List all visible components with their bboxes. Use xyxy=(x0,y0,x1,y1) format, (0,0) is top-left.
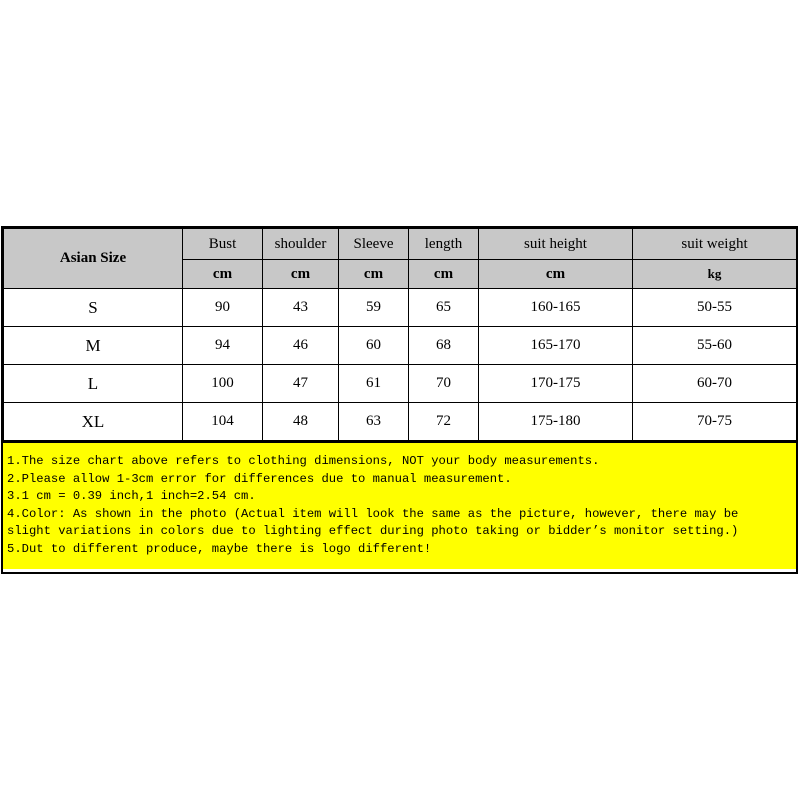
table-cell: 68 xyxy=(409,327,479,365)
table-cell: 165-170 xyxy=(479,327,633,365)
unit-cell: cm xyxy=(409,260,479,289)
table-cell: 70 xyxy=(409,365,479,403)
size-cell: S xyxy=(4,289,183,327)
column-header: suit weight xyxy=(633,229,797,260)
unit-cell: cm xyxy=(263,260,339,289)
unit-cell: cm xyxy=(339,260,409,289)
unit-cell: kg xyxy=(633,260,797,289)
note-line: 3.1 cm = 0.39 inch,1 inch=2.54 cm. xyxy=(7,489,256,503)
table-cell: 60 xyxy=(339,327,409,365)
table-cell: 59 xyxy=(339,289,409,327)
note-line: slight variations in colors due to lighting effect during photo taking or bidder’s monitor setting.) xyxy=(7,524,739,538)
table-cell: 61 xyxy=(339,365,409,403)
header-row xyxy=(4,229,797,260)
unit-cell: cm xyxy=(183,260,263,289)
size-chart xyxy=(1,226,798,574)
table-cell: 100 xyxy=(183,365,263,403)
table-cell: 48 xyxy=(263,403,339,441)
size-cell: L xyxy=(4,365,183,403)
table-cell: 70-75 xyxy=(633,403,797,441)
size-table xyxy=(3,228,797,441)
column-header: suit height xyxy=(479,229,633,260)
table-cell: 170-175 xyxy=(479,365,633,403)
note-line: 1.The size chart above refers to clothing dimensions, NOT your body measurements. xyxy=(7,454,600,468)
table-cell: 50-55 xyxy=(633,289,797,327)
unit-cell: cm xyxy=(479,260,633,289)
table-cell: 94 xyxy=(183,327,263,365)
column-header: Sleeve xyxy=(339,229,409,260)
table-row xyxy=(4,327,797,365)
notes-panel xyxy=(3,441,796,569)
table-cell: 55-60 xyxy=(633,327,797,365)
column-header: length xyxy=(409,229,479,260)
table-cell: 60-70 xyxy=(633,365,797,403)
table-cell: 47 xyxy=(263,365,339,403)
table-cell: 72 xyxy=(409,403,479,441)
table-cell: 104 xyxy=(183,403,263,441)
table-row xyxy=(4,365,797,403)
table-cell: 90 xyxy=(183,289,263,327)
table-cell: 160-165 xyxy=(479,289,633,327)
note-line: 4.Color: As shown in the photo (Actual item will look the same as the picture, however, there may be xyxy=(7,506,739,521)
note-line: 2.Please allow 1-3cm error for differences due to manual measurement. xyxy=(7,471,512,486)
table-cell: 175-180 xyxy=(479,403,633,441)
note-line: 5.Dut to different produce, maybe there is logo different! xyxy=(7,541,432,556)
column-header: shoulder xyxy=(263,229,339,260)
column-header: Bust xyxy=(183,229,263,260)
table-cell: 43 xyxy=(263,289,339,327)
size-cell: XL xyxy=(4,403,183,441)
asian-size-label: Asian Size xyxy=(4,229,183,289)
table-cell: 63 xyxy=(339,403,409,441)
size-cell: M xyxy=(4,327,183,365)
table-row xyxy=(4,289,797,327)
table-cell: 65 xyxy=(409,289,479,327)
table-row xyxy=(4,403,797,441)
table-cell: 46 xyxy=(263,327,339,365)
